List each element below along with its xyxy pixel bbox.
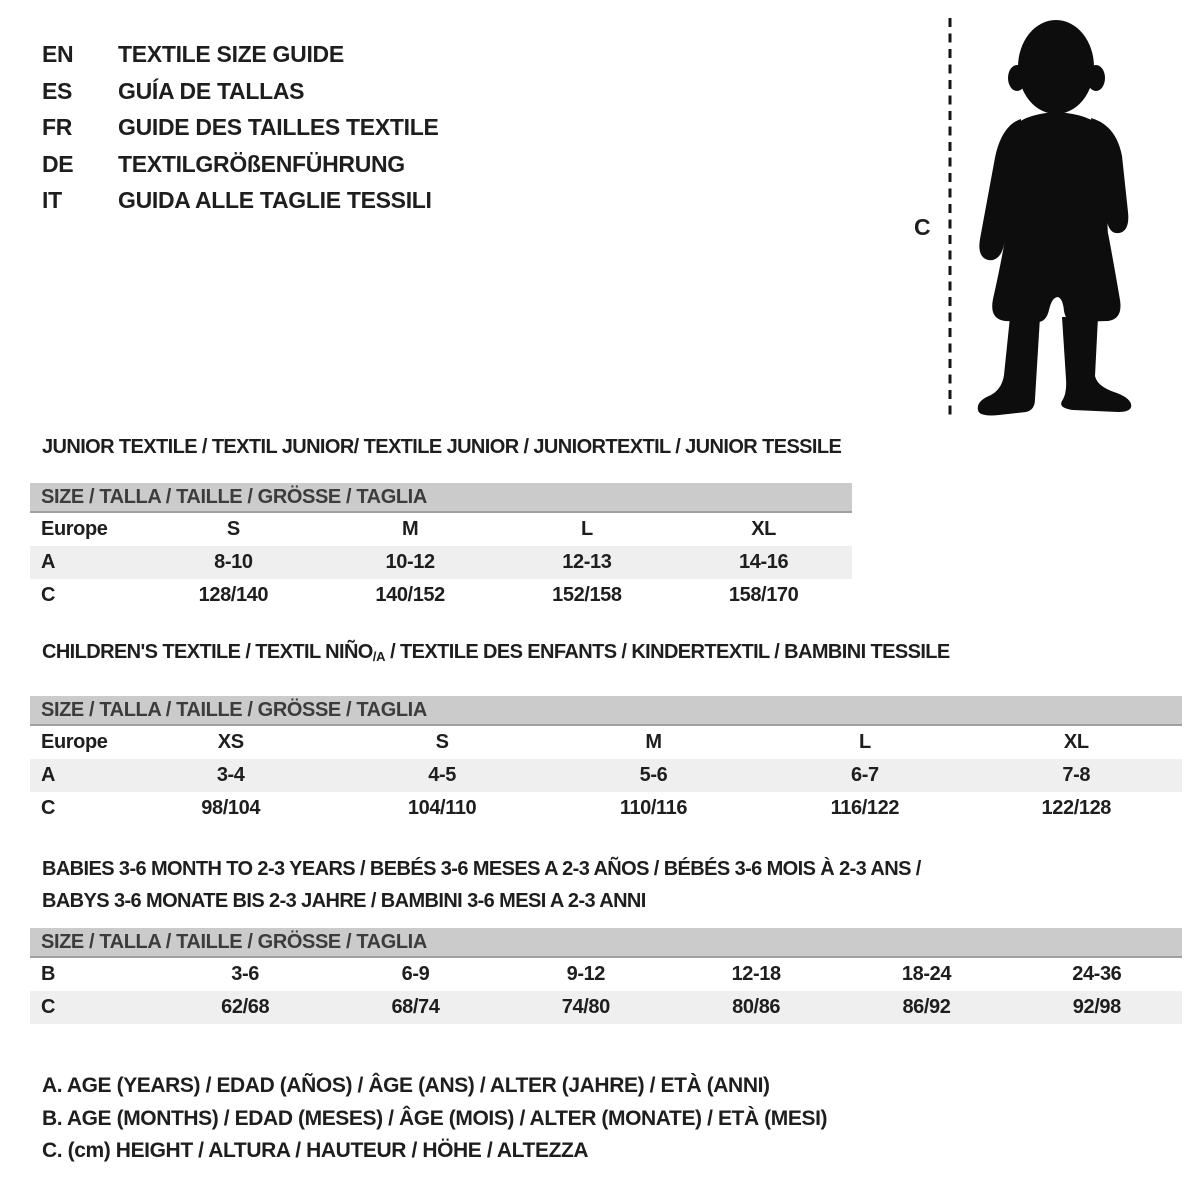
junior-textile-section xyxy=(30,437,852,612)
language-code: DE xyxy=(42,150,74,177)
junior-heading: JUNIOR TEXTILE / TEXTIL JUNIOR/ TEXTILE JUNIOR / JUNIORTEXTIL / JUNIOR TESSILE xyxy=(42,436,842,458)
language-code: EN xyxy=(42,41,74,67)
size-cell: 24-36 xyxy=(1072,963,1122,985)
language-code: IT xyxy=(42,187,62,213)
size-cell: 4-5 xyxy=(428,764,456,786)
children-heading-suffix: / TEXTILE DES ENFANTS / KINDERTEXTIL / BAMBINI TESSILE xyxy=(385,641,950,663)
language-title: TEXTILGRÖßENFÜHRUNG xyxy=(118,150,405,177)
size-cell: 9-12 xyxy=(566,963,606,985)
language-title: GUIDE DES TAILLES TEXTILE xyxy=(118,114,439,140)
size-cell: 14-16 xyxy=(739,551,789,573)
language-code: ES xyxy=(42,77,73,104)
head-shape xyxy=(1018,20,1094,114)
language-list xyxy=(42,36,439,219)
babies-heading xyxy=(30,853,1182,917)
size-cell: 92/98 xyxy=(1072,996,1121,1018)
table-row xyxy=(30,759,1182,792)
size-cell: 140/152 xyxy=(375,584,445,606)
size-cell: 86/92 xyxy=(902,996,951,1018)
table-row xyxy=(30,546,852,579)
size-cell: 74/80 xyxy=(561,996,610,1018)
size-cell: S xyxy=(435,731,449,753)
language-row xyxy=(42,73,439,110)
language-row xyxy=(42,182,439,219)
leg-right-shape xyxy=(1061,317,1131,412)
size-cell: L xyxy=(858,731,871,753)
size-cell: XL xyxy=(1063,731,1089,753)
size-cell: L xyxy=(580,518,593,540)
size-cell: 62/68 xyxy=(221,996,270,1018)
ear-left-shape xyxy=(1008,65,1026,91)
size-cell: 158/170 xyxy=(728,584,799,606)
toddler-silhouette-icon xyxy=(975,15,1137,418)
babies-heading-line2: BABYS 3-6 MONATE BIS 2-3 JAHRE / BAMBINI 3-6 MESI A 2-3 ANNI xyxy=(42,890,646,912)
size-cell: 12-13 xyxy=(562,551,612,573)
table-row xyxy=(30,957,1182,991)
children-size-table xyxy=(30,696,1182,825)
size-cell: 128/140 xyxy=(198,584,269,606)
size-cell: 6-7 xyxy=(851,764,879,786)
size-cell: 18-24 xyxy=(901,963,952,985)
row-label: B xyxy=(41,963,56,985)
legend-line-height-cm: C. (cm) HEIGHT / ALTURA / HAUTEUR / HÖHE / ALTEZZA xyxy=(42,1139,589,1162)
table-header-row xyxy=(30,928,1182,957)
table-row xyxy=(30,792,1182,825)
babies-heading-line1: BABIES 3-6 MONTH TO 2-3 YEARS / BEBÉS 3-6 MESES A 2-3 AÑOS / BÉBÉS 3-6 MOIS À 2-3 ANS / xyxy=(42,858,921,880)
size-cell: S xyxy=(226,518,240,540)
children-heading xyxy=(30,642,1182,667)
size-cell: 116/122 xyxy=(830,797,900,819)
size-cell: 104/110 xyxy=(407,797,477,819)
language-title: GUÍA DE TALLAS xyxy=(118,77,305,104)
table-row xyxy=(30,991,1182,1024)
row-label: Europe xyxy=(41,731,108,753)
size-cell: 12-18 xyxy=(731,963,781,985)
size-cell: XL xyxy=(751,518,776,540)
language-row xyxy=(42,146,439,183)
legend xyxy=(42,1070,827,1168)
row-label: C xyxy=(41,797,56,819)
height-measure-line xyxy=(946,18,954,416)
size-cell: 6-9 xyxy=(401,963,430,985)
row-label: A xyxy=(41,764,56,786)
shorts-shape xyxy=(992,233,1120,322)
babies-size-table xyxy=(30,928,1182,1024)
children-heading-prefix: CHILDREN'S TEXTILE / TEXTIL NIÑO xyxy=(42,641,373,663)
legend-line-age-months: B. AGE (MONTHS) / EDAD (MESES) / ÂGE (MOIS) / ALTER (MONATE) / ETÀ (MESI) xyxy=(42,1106,828,1130)
size-cell: M xyxy=(401,518,419,540)
size-cell: 110/116 xyxy=(619,797,688,819)
table-header-row xyxy=(30,483,852,512)
size-cell: 3-4 xyxy=(216,764,245,786)
table-row xyxy=(30,512,852,546)
row-label: C xyxy=(41,584,56,606)
leg-left-shape xyxy=(978,317,1040,415)
row-label: A xyxy=(41,551,56,573)
children-textile-section xyxy=(30,642,1182,825)
junior-size-table xyxy=(30,483,852,612)
children-heading-sub: /A xyxy=(372,649,386,664)
legend-line-age-years: A. AGE (YEARS) / EDAD (AÑOS) / ÂGE (ANS) / ALTER (JAHRE) / ETÀ (ANNI) xyxy=(42,1074,770,1097)
height-measure-label: C xyxy=(914,214,931,240)
language-row xyxy=(42,109,439,146)
size-header-bar: SIZE / TALLA / TAILLE / GRÖSSE / TAGLIA xyxy=(30,928,1182,957)
size-cell: M xyxy=(645,731,662,753)
size-cell: 10-12 xyxy=(385,551,435,573)
size-cell: XS xyxy=(217,731,244,753)
row-label: C xyxy=(41,996,56,1018)
table-row xyxy=(30,579,852,612)
size-cell: 98/104 xyxy=(201,797,261,819)
table-row xyxy=(30,725,1182,759)
table-header-row xyxy=(30,696,1182,725)
size-header-bar: SIZE / TALLA / TAILLE / GRÖSSE / TAGLIA xyxy=(30,696,1182,725)
size-cell: 122/128 xyxy=(1041,797,1112,819)
row-label: Europe xyxy=(41,518,108,540)
language-title: TEXTILE SIZE GUIDE xyxy=(118,41,344,67)
size-cell: 7-8 xyxy=(1062,764,1091,786)
language-title: GUIDA ALLE TAGLIE TESSILI xyxy=(118,187,432,213)
size-cell: 5-6 xyxy=(639,764,668,786)
language-code: FR xyxy=(42,114,73,140)
size-cell: 3-6 xyxy=(231,963,260,985)
size-cell: 80/86 xyxy=(732,996,781,1018)
size-header-bar: SIZE / TALLA / TAILLE / GRÖSSE / TAGLIA xyxy=(30,483,852,512)
size-cell: 68/74 xyxy=(391,996,440,1018)
size-cell: 8-10 xyxy=(214,551,253,573)
language-row xyxy=(42,36,439,73)
babies-textile-section xyxy=(30,853,1182,1024)
ear-right-shape xyxy=(1087,65,1105,91)
size-cell: 152/158 xyxy=(552,584,622,606)
